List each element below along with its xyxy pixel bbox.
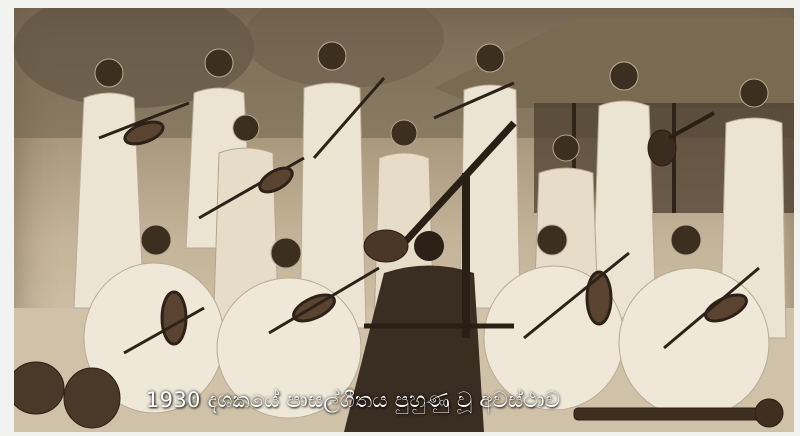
photo-caption: 1930 දශකයේ පාසල්ගීතය පුහුණු වූ අවස්ථාව (146, 388, 561, 412)
photo-scene (14, 8, 794, 432)
sepia-photograph (14, 8, 794, 432)
center-musician-head (414, 231, 444, 261)
